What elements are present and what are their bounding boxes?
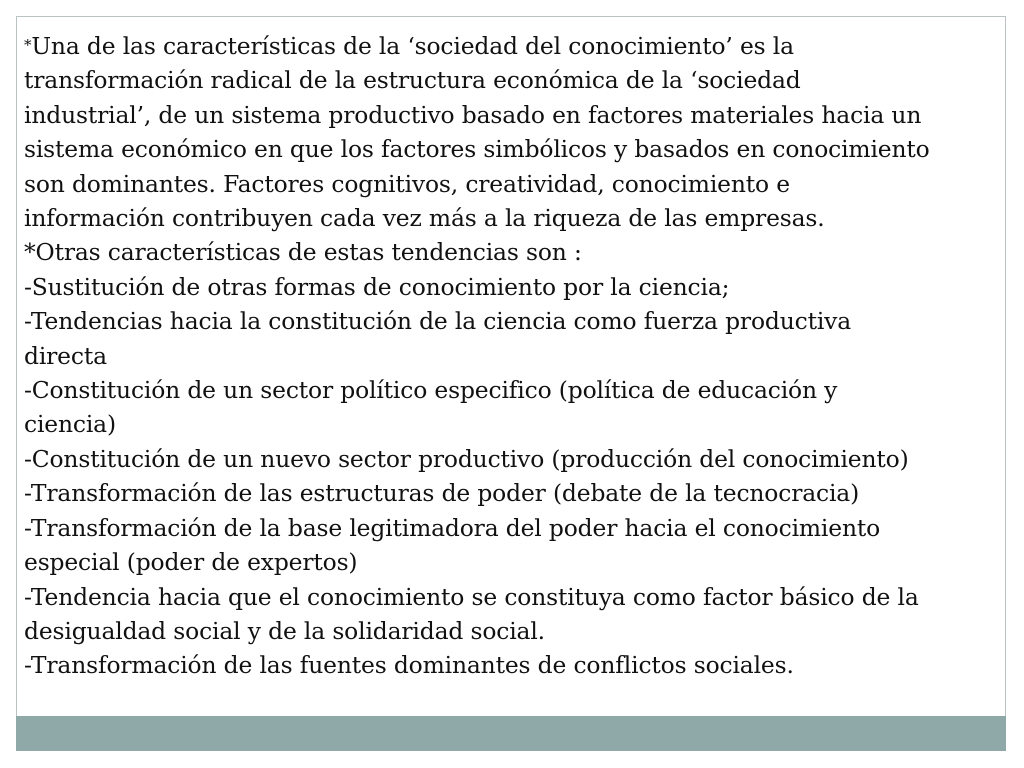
text-line-8: -Sustitución de otras formas de conocimiento por la ciencia;: [24, 272, 730, 301]
text-line-19: -Transformación de las fuentes dominantes de conflictos sociales.: [24, 651, 794, 680]
text-line-10: directa: [24, 341, 107, 370]
text-line-13: -Constitución de un nuevo sector productivo (producción del conocimiento): [24, 444, 909, 473]
text-line-12: ciencia): [24, 410, 116, 439]
asterisk-marker: *: [24, 36, 32, 54]
text-line-18: desigualdad social y de la solidaridad social.: [24, 616, 545, 645]
text-line-16: especial (poder de expertos): [24, 548, 358, 577]
text-line-9: -Tendencias hacia la constitución de la ciencia como fuerza productiva: [24, 307, 852, 336]
text-line-15: -Transformación de la base legitimadora del poder hacia el conocimiento: [24, 513, 881, 542]
text-line-1: *Una de las características de la ‘sociedad del conocimiento’ es la: [24, 32, 794, 60]
text-line-4: sistema económico en que los factores simbólicos y basados en conocimiento: [24, 135, 930, 164]
text-line-5: son dominantes. Factores cognitivos, creatividad, conocimiento e: [24, 169, 790, 198]
text-line-17: -Tendencia hacia que el conocimiento se constituya como factor básico de la: [24, 582, 919, 611]
body-text: [24, 28, 996, 683]
text-line-6: información contribuyen cada vez más a la riqueza de las empresas.: [24, 204, 825, 233]
text-line-11: -Constitución de un sector político especifico (política de educación y: [24, 376, 838, 405]
text-line-14: -Transformación de las estructuras de poder (debate de la tecnocracia): [24, 479, 860, 508]
text-line-3: industrial’, de un sistema productivo basado en factores materiales hacia un: [24, 100, 922, 129]
text-line-2: transformación radical de la estructura económica de la ‘sociedad: [24, 66, 801, 95]
footer-band: [16, 716, 1006, 751]
text-line-7: *Otras características de estas tendencias son :: [24, 238, 582, 267]
